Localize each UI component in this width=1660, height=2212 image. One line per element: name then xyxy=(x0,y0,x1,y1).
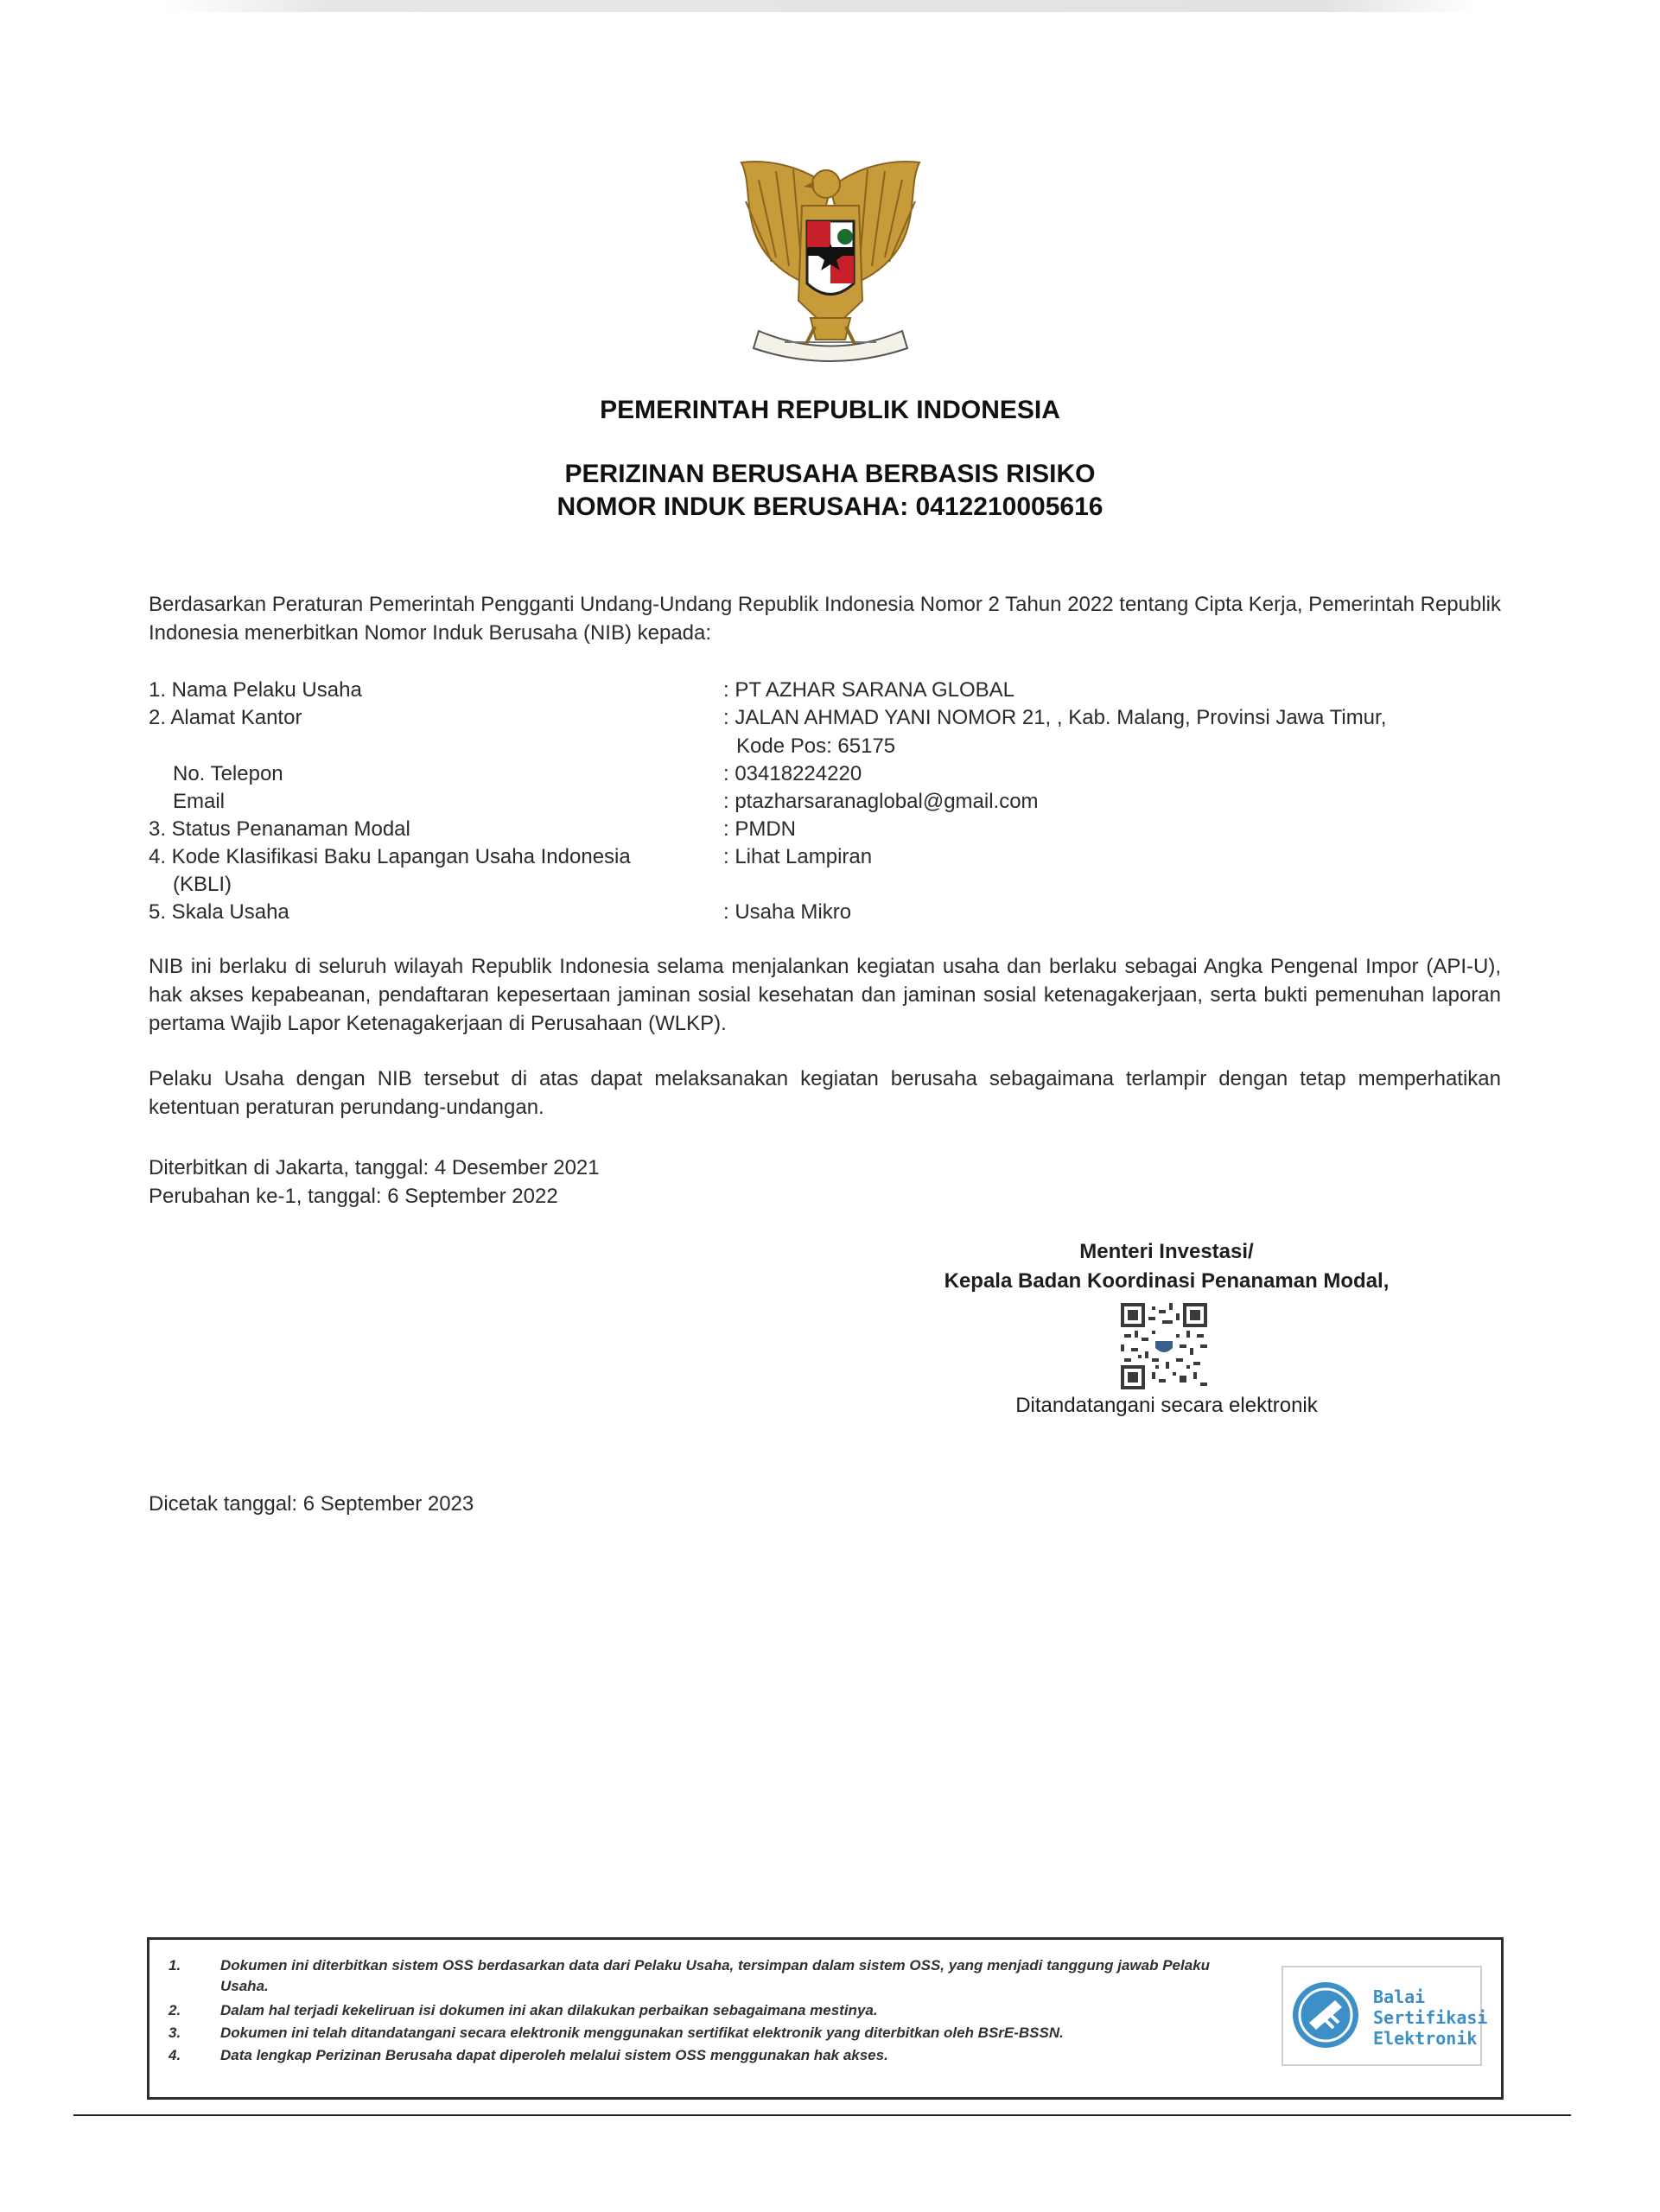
footer-notes-box xyxy=(147,1937,1504,2100)
bsre-line: Elektronik xyxy=(1373,2028,1478,2049)
printed-date: Dicetak tanggal: 6 September 2023 xyxy=(149,1492,474,1516)
note-number: 2. xyxy=(169,2002,181,2018)
field-value: : PT AZHAR SARANA GLOBAL xyxy=(723,678,1015,702)
scan-top-shadow xyxy=(164,0,1478,12)
field-label: 2. Alamat Kantor xyxy=(149,706,302,729)
bsre-line: Sertifikasi xyxy=(1373,2007,1488,2028)
government-title: PEMERINTAH REPUBLIK INDONESIA xyxy=(600,396,1060,424)
signatory-office: Kepala Badan Koordinasi Penanaman Modal, xyxy=(944,1269,1390,1293)
note-number: 1. xyxy=(169,1957,181,1974)
bsre-seal-icon xyxy=(1290,1980,1361,2050)
field-value: : Lihat Lampiran xyxy=(723,845,873,868)
garuda-emblem-icon xyxy=(724,154,937,370)
field-label: 4. Kode Klasifikasi Baku Lapangan Usaha Indonesia xyxy=(149,845,631,868)
field-value: : Usaha Mikro xyxy=(723,900,852,924)
field-value: Kode Pos: 65175 xyxy=(736,734,896,758)
note-number: 4. xyxy=(169,2047,181,2063)
validity-paragraph: NIB ini berlaku di seluruh wilayah Republik Indonesia selama menjalankan kegiatan usaha dan berlaku sebagai Angka Pengenal Impor (API-U), hak akses kepabeanan, pendaftaran kepesertaan jaminan sosial kesehatan dan jaminan sosial ketenagakerjaan, serta bukti pemenuhan laporan pertama Wajib Lapor Ketenagakerjaan di Perusahaan (WLKP). xyxy=(149,955,1501,1035)
field-label: Email xyxy=(173,790,226,813)
field-label: (KBLI) xyxy=(173,873,232,896)
intro-paragraph: Berdasarkan Peraturan Pemerintah Pengganti Undang-Undang Republik Indonesia Nomor 2 Tahun 2022 tentang Cipta Kerja, Pemerintah Republik Indonesia menerbitkan Nomor Induk Berusaha (NIB) kepada: xyxy=(149,593,1501,645)
document-title: PERIZINAN BERUSAHA BERBASIS RISIKO xyxy=(564,460,1096,488)
bsre-logo-text xyxy=(1373,1986,1487,2049)
note-text: Data lengkap Perizinan Berusaha dapat diperoleh melalui sistem OSS menggunakan hak akses. xyxy=(220,2047,888,2063)
qr-code-icon xyxy=(1121,1303,1207,1389)
signatory-title: Menteri Investasi/ xyxy=(1079,1240,1254,1263)
field-label: 1. Nama Pelaku Usaha xyxy=(149,678,362,702)
note-text: Dokumen ini telah ditandatangani secara elektronik menggunakan sertifikat elektronik yang diterbitkan oleh BSrE-BSSN. xyxy=(220,2024,1064,2041)
nib-number: NOMOR INDUK BERUSAHA: 0412210005616 xyxy=(557,493,1103,521)
bsre-line: Balai xyxy=(1373,1986,1426,2007)
field-value: : JALAN AHMAD YANI NOMOR 21, , Kab. Malang, Provinsi Jawa Timur, xyxy=(723,706,1387,729)
field-value: : ptazharsaranaglobal@gmail.com xyxy=(723,790,1039,813)
note-number: 3. xyxy=(169,2024,181,2041)
field-label: No. Telepon xyxy=(173,762,283,785)
bsre-logo xyxy=(1282,1966,1488,2066)
field-label: 5. Skala Usaha xyxy=(149,900,289,924)
page-bottom-rule xyxy=(73,2114,1571,2116)
note-text: Dokumen ini diterbitkan sistem OSS berdasarkan data dari Pelaku Usaha, tersimpan dalam sistem OSS, yang menjadi tanggung jawab Pelaku Usaha. xyxy=(220,1957,1211,1994)
amendment-date: Perubahan ke-1, tanggal: 6 September 2022 xyxy=(149,1185,558,1208)
activity-paragraph: Pelaku Usaha dengan NIB tersebut di atas dapat melaksanakan kegiatan berusaha sebagaimana terlampir dengan tetap memperhatikan ketentuan peraturan perundang-undangan. xyxy=(149,1067,1501,1119)
issued-date: Diterbitkan di Jakarta, tanggal: 4 Desember 2021 xyxy=(149,1156,600,1179)
electronic-signature-note: Ditandatangani secara elektronik xyxy=(1015,1394,1318,1417)
footer-note xyxy=(169,1955,1240,1997)
field-value: : 03418224220 xyxy=(723,762,862,785)
field-value: : PMDN xyxy=(723,817,796,841)
field-label: 3. Status Penanaman Modal xyxy=(149,817,410,841)
issued-info xyxy=(149,1154,1501,1211)
note-text: Dalam hal terjadi kekeliruan isi dokumen ini akan dilakukan perbaikan sebagaimana mestinya. xyxy=(220,2002,878,2018)
